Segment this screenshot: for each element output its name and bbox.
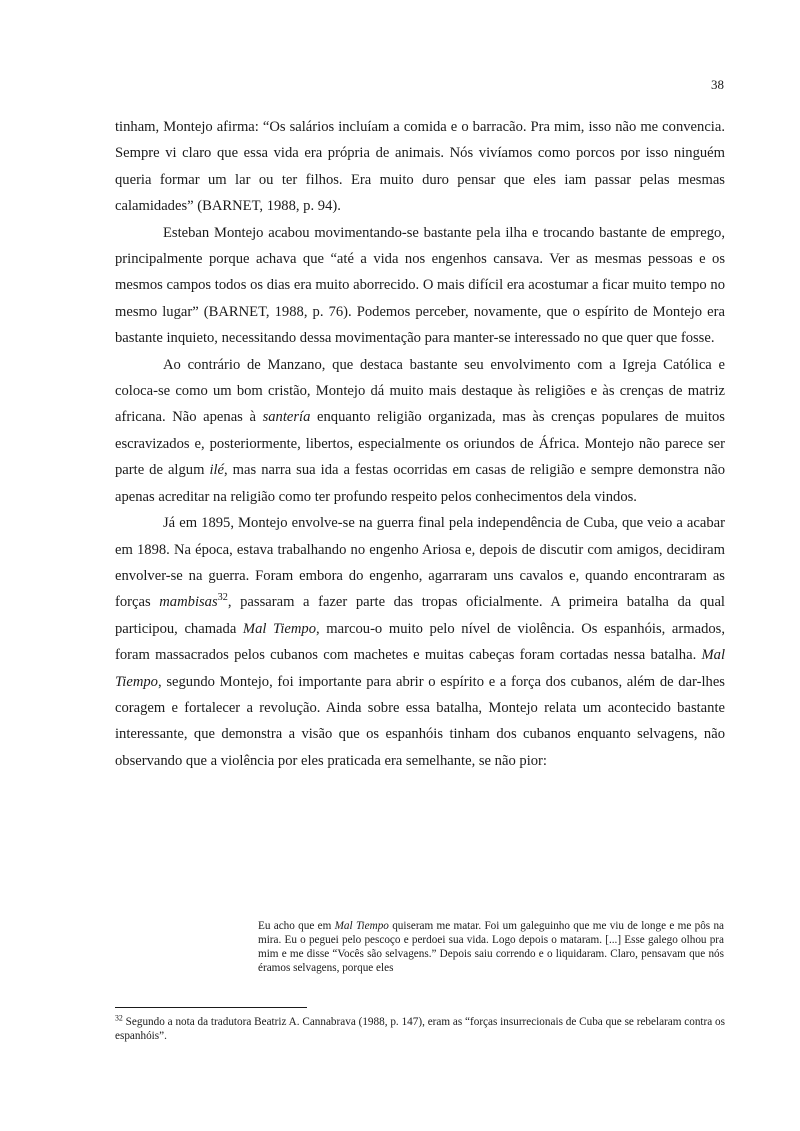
text-run: Já em 1895, Montejo envolve-se na guerra final pela independência de Cuba, que veio a acabar em 1898. Na época, estava trabalhando no engenho Ariosa e, depois de discutir com amigos, decidiram envolver-se na guerra. Foram embora do engenho, agarraram uns cavalos e, quando encontraram as forças — [115, 515, 725, 611]
footnote-divider — [115, 1007, 307, 1008]
italic-text: mambisas — [159, 594, 218, 611]
block-quote — [258, 919, 724, 975]
italic-text: santería — [262, 409, 311, 426]
text-run: Eu acho que em — [258, 920, 335, 932]
italic-text: Mal Tiempo — [334, 920, 389, 932]
paragraph — [115, 220, 725, 352]
text-run: tinham, Montejo afirma: “Os salários incluíam a comida e o barracão. Pra mim, isso não me convencia. Sempre vi claro que essa vida era própria de animais. Nós vivíamos como porcos por isso ninguém queria formar um lar ou ter filhos. Era muito duro pensar que eles iam passar pelas mesmas calamidades” (BARNET, 1988, p. 94). — [115, 119, 725, 215]
paragraph — [115, 114, 725, 220]
page-number: 38 — [711, 77, 724, 92]
paragraph — [115, 510, 725, 774]
body-text — [115, 114, 725, 774]
italic-text: Mal Tiempo — [115, 647, 725, 690]
text-run: enquanto religião organizada, mas às crenças populares de muitos escravizados e, posteriormente, libertos, especialmente os oriundos de África. Montejo não parece ser parte de algum — [115, 409, 725, 479]
italic-text: ilé — [209, 462, 225, 479]
footnote — [115, 1015, 725, 1043]
text-run: quiseram me matar. Foi um galeguinho que me viu de longe e me pôs na mira. Eu o peguei pelo pescoço e perdoei sua vida. Logo depois o mataram. [...] Esse galego olhou pra mim e me disse “Vocês são selvagens.” Depois saiu correndo e o liquidaram. Claro, pensavam que nós éramos selvagens, porque eles — [258, 920, 725, 974]
footnote-ref: 32 — [217, 592, 228, 604]
footnote-ref: 32 — [115, 1013, 123, 1023]
text-run: , mas narra sua ida a festas ocorridas em casas de religião e sempre demonstra não apenas acreditar na religião como ter profundo respeito pelos conhecimentos dela vindos. — [115, 462, 725, 505]
text-run: Ao contrário de Manzano, que destaca bastante seu envolvimento com a Igreja Católica e coloca-se como um bom cristão, Montejo dá muito mais destaque às religiões e às crenças de matriz africana. Não apenas à — [115, 356, 725, 426]
text-run: , passaram a fazer parte das tropas oficialmente. A primeira batalha da qual participou, chamada — [115, 594, 725, 637]
italic-text: Mal Tiempo — [242, 620, 317, 637]
paragraph — [115, 352, 725, 510]
text-run: Esteban Montejo acabou movimentando-se bastante pela ilha e trocando bastante de emprego, principalmente porque achava que “até a vida nos engenhos cansava. Ver as mesmas pessoas e os mesmos campos todos os dias era muito aborrecido. O mais difícil era acostumar a ficar muito tempo no mesmo lugar” (BARNET, 1988, p. 76). Podemos perceber, novamente, que o espírito de Montejo era bastante inquieto, necessitando dessa movimentação para manter-se interessado no que quer que fosse. — [115, 224, 725, 347]
text-run: , segundo Montejo, foi importante para abrir o espírito e a força dos cubanos, além de dar-lhes coragem e fortalecer a revolução. Ainda sobre essa batalha, Montejo relata um acontecido bastante interessante, que demonstra a visão que os espanhóis tinham dos cubanos enquanto selvagens, não observando que a violência por eles praticada era semelhante, se não pior: — [115, 673, 725, 769]
text-run: , marcou-o muito pelo nível de violência. Os espanhóis, armados, foram massacrados pelos cubanos com machetes e muitas cabeças foram cortadas nessa batalha. — [115, 620, 725, 664]
text-run: Segundo a nota da tradutora Beatriz A. Cannabrava (1988, p. 147), eram as “forças insurrecionais de Cuba que se rebelaram contra os espanhóis”. — [115, 1016, 725, 1042]
